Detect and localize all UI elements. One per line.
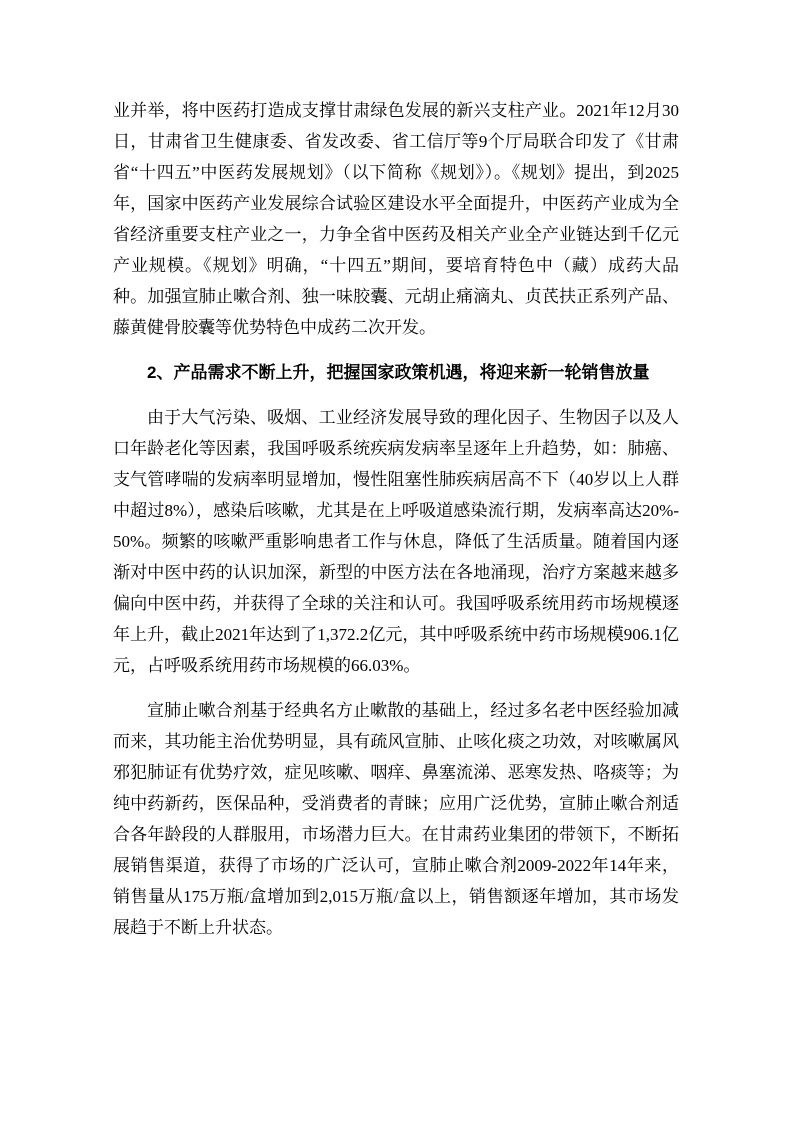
section-heading: 2、产品需求不断上升，把握国家政策机遇，将迎来新一轮销售放量 — [147, 363, 650, 382]
document-content — [113, 95, 679, 957]
body-paragraph: 由于大气污染、吸烟、工业经济发展导致的理化因子、生物因子以及人口年龄老化等因素，我国呼吸系统疾病发病率呈逐年上升趋势，如：肺癌、支气管哮喘的发病率明显增加，慢性阻塞性肺疾病居高不下（40岁以上人群中超过8%），感染后咳嗽，尤其是在上呼吸道感染流行期，发病率高达20%-50%。频繁的咳嗽严重影响患者工作与休息，降低了生活质量。随着国内逐渐对中医中药的认识加深，新型的中医方法在各地涌现，治疗方案越来越多偏向中医中药，并获得了全球的关注和认可。我国呼吸系统用药市场规模逐年上升，截止2021年达到了1,372.2亿元，其中呼吸系统中药市场规模906.1亿元，占呼吸系统用药市场规模的66.03%。 — [113, 408, 679, 675]
body-paragraph: 宣肺止嗽合剂基于经典名方止嗽散的基础上，经过多名老中医经验加减而来，其功能主治优势明显，具有疏风宣肺、止咳化痰之功效，对咳嗽属风邪犯肺证有优势疗效，症见咳嗽、咽痒、鼻塞流涕、恶寒发热、咯痰等；为纯中药新药，医保品种，受消费者的青睐；应用广泛优势，宣肺止嗽合剂适合各年龄段的人群服用，市场潜力巨大。在甘肃药业集团的带领下，不断拓展销售渠道，获得了市场的广泛认可，宣肺止嗽合剂2009-2022年14年来，销售量从175万瓶/盒增加到2,015万瓶/盒以上，销售额逐年增加，其市场发展趋于不断上升状态。 — [113, 701, 679, 937]
body-paragraph: 业并举，将中医药打造成支撑甘肃绿色发展的新兴支柱产业。2021年12月30日，甘肃省卫生健康委、省发改委、省工信厅等9个厅局联合印发了《甘肃省“十四五”中医药发展规划》（以下简称《规划》）。《规划》提出，到2025年，国家中医药产业发展综合试验区建设水平全面提升，中医药产业成为全省经济重要支柱产业之一，力争全省中医药及相关产业全产业链达到千亿元产业规模。《规划》明确，“十四五”期间，要培育特色中（藏）成药大品种。加强宣肺止嗽合剂、独一味胶囊、元胡止痛滴丸、贞芪扶正系列产品、藤黄健骨胶囊等优势特色中成药二次开发。 — [113, 101, 679, 337]
